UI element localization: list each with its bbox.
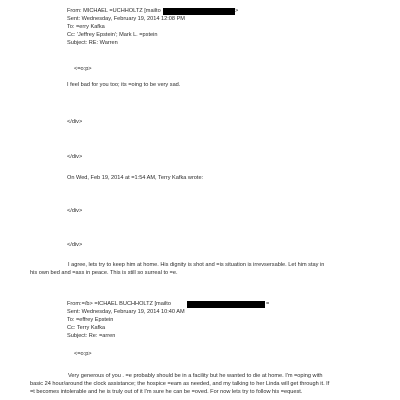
header-from-tail: =	[266, 301, 270, 307]
header-from-text: From: MICHAEL =UCHHOLTZ [mailto	[67, 8, 161, 14]
header-sent: Sent: Wednesday, February 19, 2014 10:40 AM	[67, 309, 185, 315]
header-to: To: =effrey Epstein	[67, 317, 114, 323]
header-subject: Subject: RE: Warren	[67, 40, 118, 46]
header-cc: Cc: 'Jeffrey Epstein'; Mark L. =pstein	[67, 32, 158, 38]
body-line: Very generous of you . =e probably should be in a facility but he wanted to die at home. I'm =oping with	[68, 373, 323, 379]
div-close: </div>	[67, 119, 83, 125]
body-line: basic 24 hour/around the clock assistance; the hospice =eam as needed, and my talking to her Linda will get through it. If	[30, 381, 330, 387]
header-subject: Subject: Re: =arren	[67, 333, 116, 339]
quoted-line: his own bed and =ass in peace. This is still so surreal to =e.	[30, 270, 178, 276]
div-close: </div>	[67, 208, 83, 214]
header-to: To: =erry Kafka	[67, 24, 105, 30]
header-cc: Cc: Terry Kafka	[67, 325, 106, 331]
quoted-line: I agree, lets try to keep him at home. His dignity is shot and =is situation is irrevsersable. Let him stay in	[68, 262, 325, 268]
div-close: </div>	[67, 154, 83, 160]
body-line: =t becomes intolerable and he is truly out of it I'm sure he can be =oved. For now lets try to follow his =equest.	[30, 389, 303, 395]
redaction-bar	[187, 301, 265, 308]
op-tag: <=o:p>	[74, 66, 92, 72]
redaction-bar	[163, 8, 235, 15]
quote-intro: On Wed, Feb 19, 2014 at =1:54 AM, Terry Kafka wrote:	[67, 175, 204, 181]
header-sent: Sent: Wednesday, February 19, 2014 12:08 PM	[67, 16, 185, 22]
header-from-text: From:=/b> =ICHAEL BUCHHOLTZ [mailto	[67, 301, 171, 307]
header-from	[67, 301, 171, 308]
div-close: </div>	[67, 242, 83, 248]
message-text: I feel bad for you too; its =oing to be very sad.	[67, 82, 181, 88]
header-from-tail: >	[235, 8, 239, 14]
op-tag: <=o:p>	[74, 351, 92, 357]
header-from	[67, 8, 161, 15]
